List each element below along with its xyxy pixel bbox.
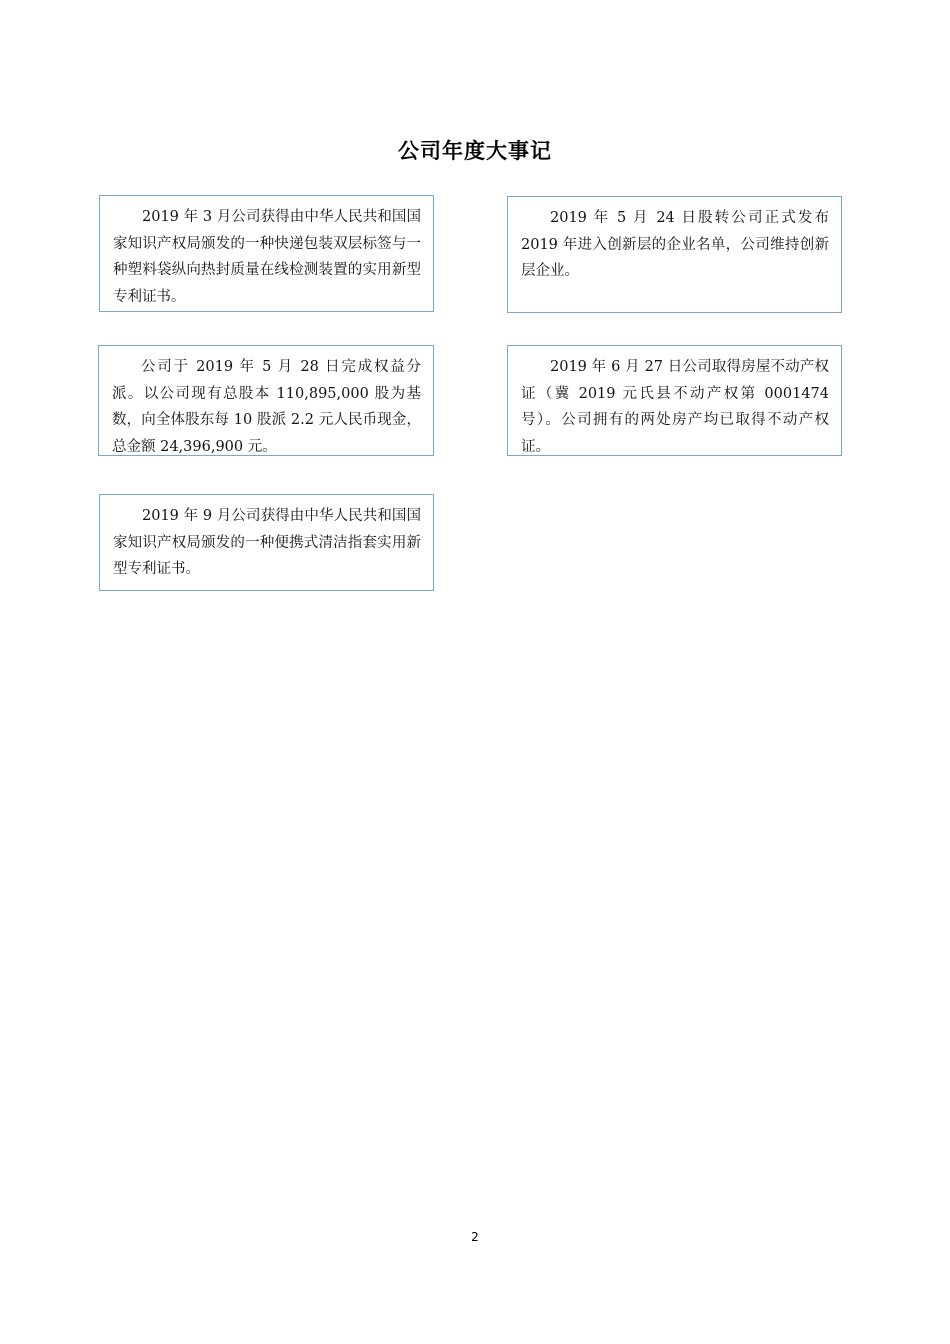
event-box-property-certificate — [507, 345, 842, 456]
page-number: 2 — [471, 1230, 479, 1244]
page-title: 公司年度大事记 — [398, 139, 552, 163]
event-text: 2019 年 3 月公司获得由中华人民共和国国家知识产权局颁发的一种快递包装双层标签与一种塑料袋纵向热封质量在线检测装置的实用新型专利证书。 — [113, 209, 421, 305]
event-box-patent-september — [99, 494, 434, 591]
event-text: 公司于 2019 年 5 月 28 日完成权益分派。以公司现有总股本 110,895,000 股为基数，向全体股东每 10 股派 2.2 元人民币现金，总金额 24,396,900 元。 — [112, 359, 421, 455]
event-box-dividend — [98, 345, 434, 456]
event-text: 2019 年 6 月 27 日公司取得房屋不动产权证（冀 2019 元氏县不动产权第 0001474 号）。公司拥有的两处房产均已取得不动产权证。 — [521, 359, 829, 455]
event-text: 2019 年 5 月 24 日股转公司正式发布 2019 年进入创新层的企业名单，公司维持创新层企业。 — [521, 210, 829, 279]
event-box-innovation-layer — [507, 196, 842, 313]
event-box-patent-march — [99, 195, 434, 312]
event-text: 2019 年 9 月公司获得由中华人民共和国国家知识产权局颁发的一种便携式清洁指套实用新型专利证书。 — [113, 508, 421, 577]
